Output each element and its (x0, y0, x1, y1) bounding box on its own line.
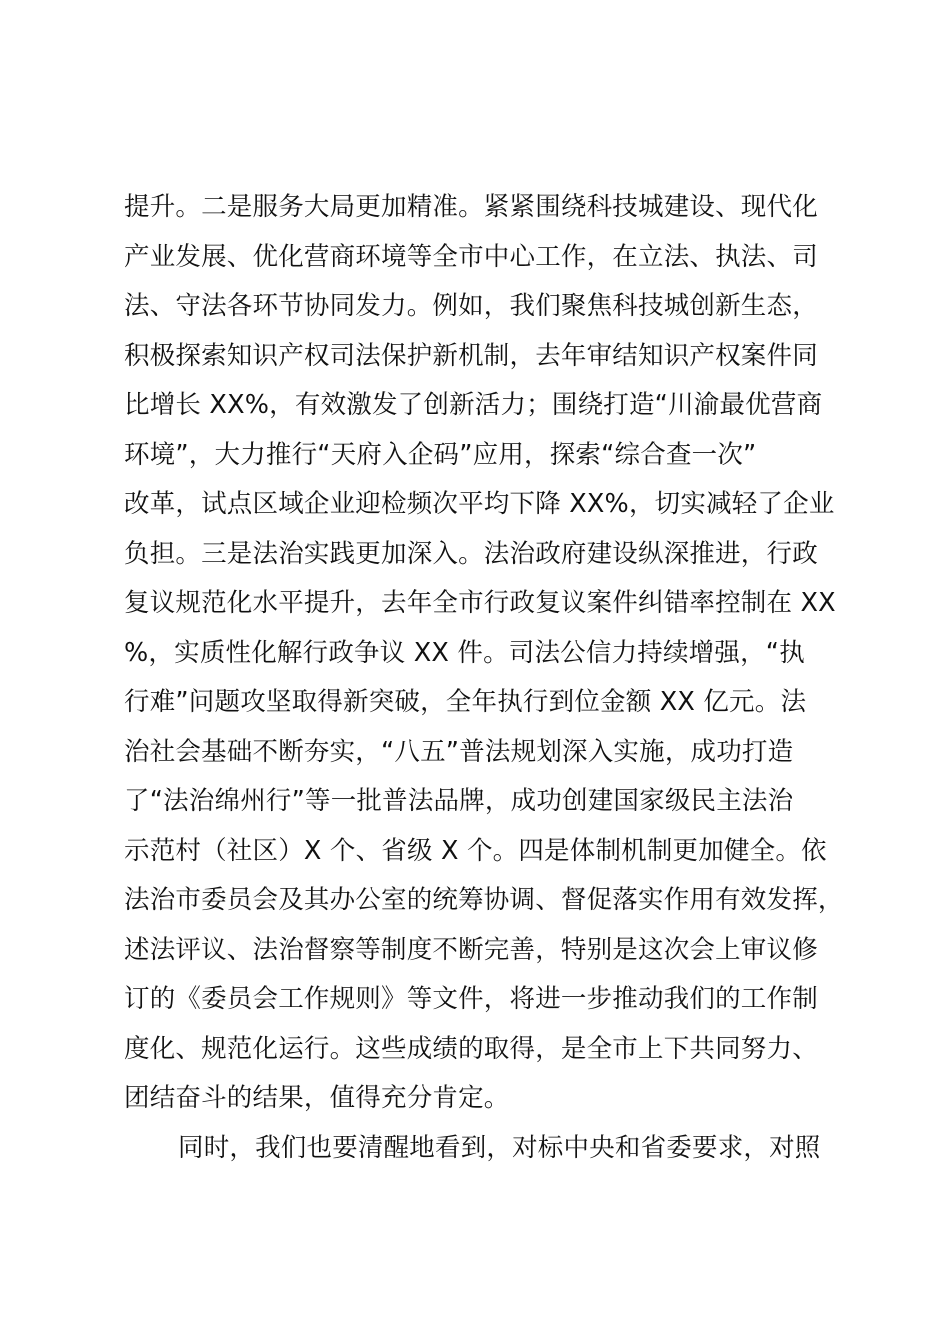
text-line: 订的《委员会工作规则》等文件，将进一步推动我们的工作制 (124, 984, 818, 1014)
text-line: 负担。三是法治实践更加深入。法治政府建设纵深推进，行政 (124, 538, 818, 569)
text-line: 提升。二是服务大局更加精准。紧紧围绕科技城建设、现代化 (124, 192, 818, 222)
paragraph-start-line: 同时，我们也要清醒地看到，对标中央和省委要求，对照 (178, 1132, 821, 1163)
text-line: 团结奋斗的结果，值得充分肯定。 (124, 1083, 510, 1113)
text-line: 行难”问题攻坚取得新突破，全年执行到位金额 XX 亿元。法 (124, 687, 807, 717)
text-line: 示范村（社区）X 个、省级 X 个。四是体制机制更加健全。依 (124, 835, 827, 866)
body-text (124, 183, 864, 1173)
text-line: 积极探索知识产权司法保护新机制，去年审结知识产权案件同 (124, 340, 818, 371)
text-line: %，实质性化解行政争议 XX 件。司法公信力持续增强，“执 (124, 637, 805, 668)
text-line: 环境”，大力推行“天府入企码”应用，探索“综合查一次” (124, 439, 757, 470)
text-line: 复议规范化水平提升，去年全市行政复议案件纠错率控制在 XX (124, 588, 836, 618)
text-line: 了“法治绵州行”等一批普法品牌，成功创建国家级民主法治 (124, 786, 794, 816)
text-line: 比增长 XX%，有效激发了创新活力；围绕打造“川渝最优营商 (124, 390, 823, 420)
text-line: 产业发展、优化营商环境等全市中心工作，在立法、执法、司 (124, 241, 818, 272)
text-line: 法、守法各环节协同发力。例如，我们聚焦科技城创新生态， (124, 291, 818, 321)
text-line: 述法评议、法治督察等制度不断完善，特别是这次会上审议修 (124, 934, 818, 965)
text-line: 改革，试点区域企业迎检频次平均下降 XX%，切实减轻了企业 (124, 489, 835, 519)
text-line: 度化、规范化运行。这些成绩的取得，是全市上下共同努力、 (124, 1033, 818, 1064)
text-line: 法治市委员会及其办公室的统筹协调、督促落实作用有效发挥， (124, 885, 844, 915)
text-line: 治社会基础不断夯实，“八五”普法规划深入实施，成功打造 (124, 736, 794, 767)
